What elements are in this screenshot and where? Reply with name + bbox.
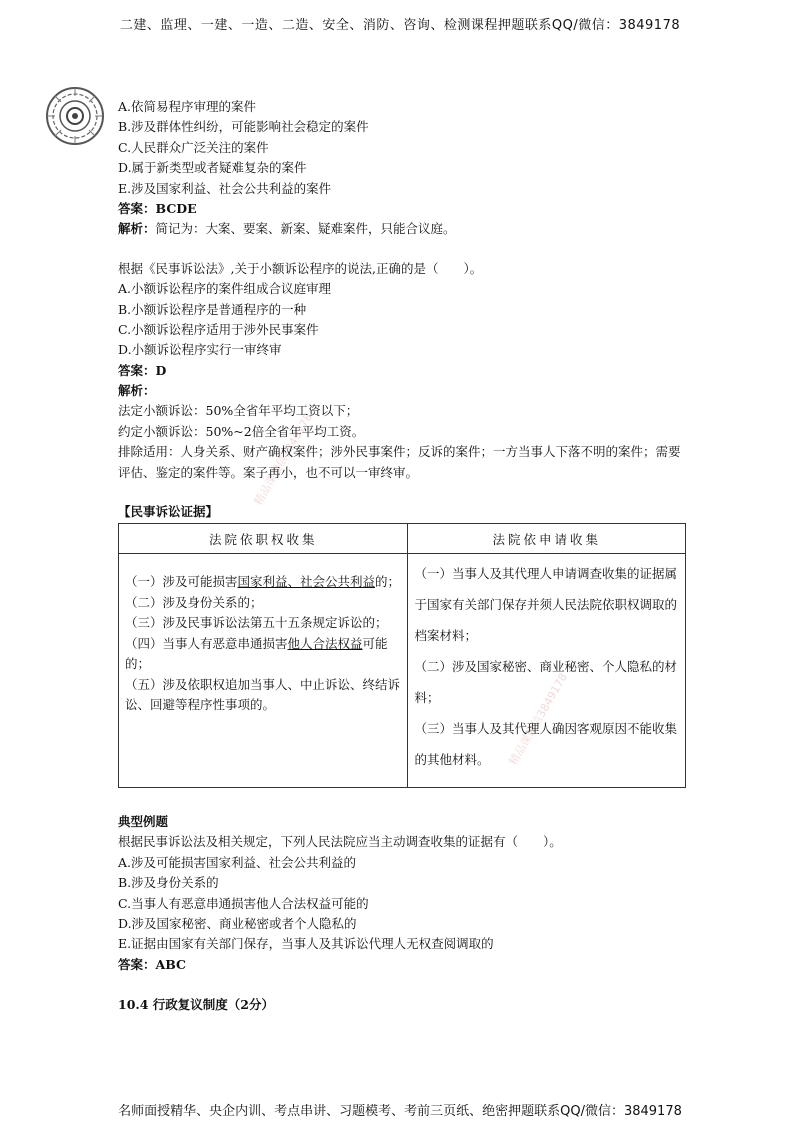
analysis-paragraph: 排除适用：人身关系、财产确权案件；涉外民事案件；反诉的案件；一方当事人下落不明的案件；需要评估、鉴定的案件等。案子再小，也不可以一审终审。 xyxy=(118,444,681,480)
answer-label: 答案： xyxy=(118,362,156,378)
answer-value: ABC xyxy=(155,956,186,972)
option: D.小额诉讼程序实行一审终审 xyxy=(118,342,282,358)
answer-value: D xyxy=(155,362,167,378)
list-item xyxy=(125,572,401,593)
option: D.属于新类型或者疑难复杂的案件 xyxy=(118,160,307,176)
page-footer: 名师面授精华、央企内训、考点串讲、习题模考、考前三页纸、绝密押题联系QQ/微信：3849178 xyxy=(118,1104,682,1119)
option: C.当事人有恶意串通损害他人合法权益可能的 xyxy=(118,895,369,911)
underlined-text: 他人合法权益 xyxy=(287,635,363,651)
watermark: 精品课微信3849178 xyxy=(506,670,570,768)
option: C.小额诉讼程序适用于涉外民事案件 xyxy=(118,321,319,337)
option: A.涉及可能损害国家利益、社会公共利益的 xyxy=(118,854,357,870)
item-text: （一）涉及可能损害 xyxy=(125,574,238,590)
table-header: 法院依申请收集 xyxy=(408,524,686,554)
question-stem: 根据民事诉讼法及相关规定，下列人民法院应当主动调查收集的证据有（ ）。 xyxy=(118,834,562,850)
document-body xyxy=(118,97,688,1016)
answer-line xyxy=(118,955,688,975)
list-item: （三）涉及民事诉讼法第五十五条规定诉讼的； xyxy=(125,615,388,631)
analysis-line xyxy=(118,219,688,239)
option: E.证据由国家有关部门保存，当事人及其诉讼代理人无权查阅调取的 xyxy=(118,936,494,952)
option: C.人民群众广泛关注的案件 xyxy=(118,139,269,155)
option: B.涉及群体性纠纷，可能影响社会稳定的案件 xyxy=(118,119,369,135)
underlined-text: 国家利益、社会公共利益 xyxy=(237,574,376,590)
item-text: 可能的； xyxy=(125,635,388,672)
list-item xyxy=(125,634,401,675)
list-item: （一）当事人及其代理人申请调查收集的证据属于国家有关部门保存并须人民法院依职权调取的档案材料； xyxy=(414,566,677,644)
item-text: （四）当事人有恶意串通损害 xyxy=(125,635,288,651)
option: E.涉及国家利益、社会公共利益的案件 xyxy=(118,180,332,196)
option: A.依简易程序审理的案件 xyxy=(118,99,257,114)
option: A.小额诉讼程序的案件组成合议庭审理 xyxy=(118,281,332,297)
analysis-label: 解析： xyxy=(118,383,156,399)
section-heading: 10.4 行政复议制度（2分） xyxy=(118,997,274,1013)
option: B.小额诉讼程序是普通程序的一种 xyxy=(118,301,307,317)
page-header: 二建、监理、一建、一造、二造、安全、消防、咨询、检测课程押题联系QQ/微信：3849178 xyxy=(119,18,681,33)
analysis-text: 约定小额诉讼：50%~2倍全省年平均工资。 xyxy=(118,423,365,439)
answer-line xyxy=(118,361,688,381)
table-cell-left xyxy=(119,554,408,788)
analysis-text: 法定小额诉讼：50%全省年平均工资以下； xyxy=(118,403,359,419)
list-item: （三）当事人及其代理人确因客观原因不能收集的其他材料。 xyxy=(414,721,677,768)
table-title: 【民事诉讼证据】 xyxy=(118,504,219,520)
list-item: （二）涉及身份关系的； xyxy=(125,594,263,610)
answer-label: 答案： xyxy=(118,956,156,972)
analysis-label: 解析： xyxy=(118,221,156,237)
answer-line xyxy=(118,199,688,219)
item-text: 的； xyxy=(375,574,401,590)
question-stem: 根据《民事诉讼法》,关于小额诉讼程序的说法,正确的是（ ）。 xyxy=(118,260,483,276)
list-item: （二）涉及国家秘密、商业秘密、个人隐私的材料； xyxy=(414,659,677,706)
table-header: 法院依职权收集 xyxy=(119,524,408,554)
list-item: （五）涉及依职权追加当事人、中止诉讼、终结诉讼、回避等程序性事项的。 xyxy=(125,676,401,713)
table-cell-right xyxy=(408,554,686,788)
answer-label: 答案： xyxy=(118,200,156,216)
seal-logo-icon xyxy=(45,86,105,146)
watermark: 精品课微信3849178 xyxy=(251,410,315,508)
analysis-text: 简记为：大案、要案、新案、疑难案件，只能合议庭。 xyxy=(155,221,456,237)
evidence-table xyxy=(118,523,686,788)
option: B.涉及身份关系的 xyxy=(118,875,219,891)
answer-value: BCDE xyxy=(155,200,197,216)
example-title: 典型例题 xyxy=(118,814,169,830)
option: D.涉及国家秘密、商业秘密或者个人隐私的 xyxy=(118,916,357,932)
